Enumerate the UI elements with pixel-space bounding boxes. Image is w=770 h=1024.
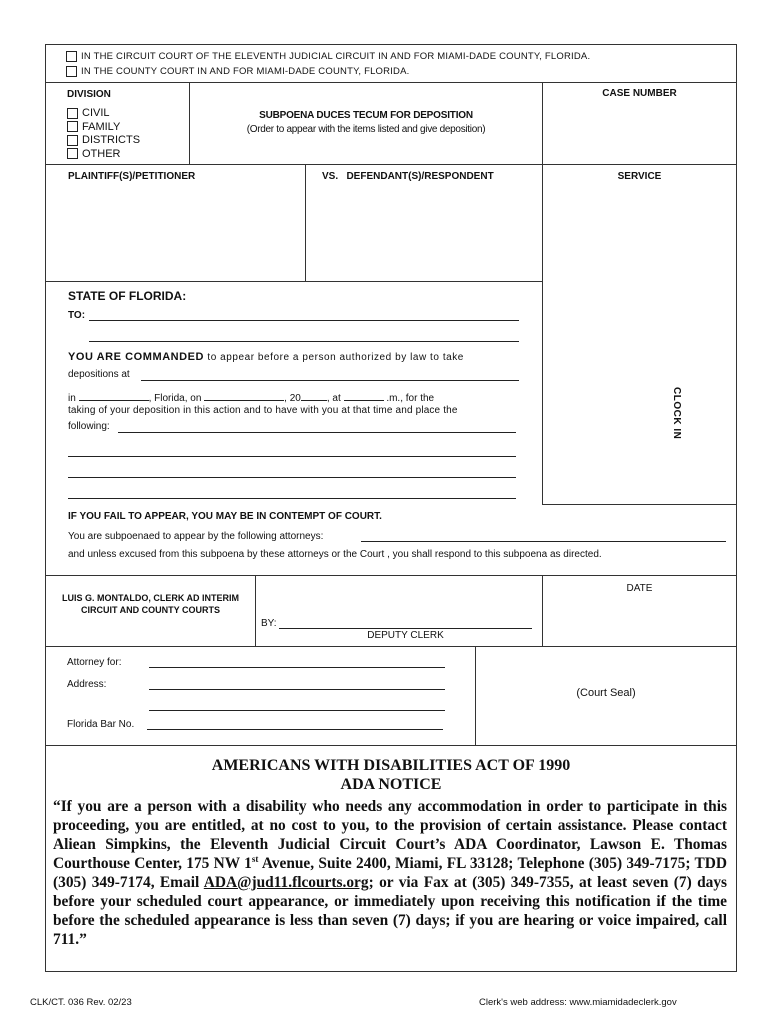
checkbox-other[interactable] <box>67 148 78 159</box>
form-title: SUBPOENA DUCES TECUM FOR DEPOSITION <box>259 110 473 121</box>
divider <box>45 646 736 647</box>
divider <box>45 82 736 83</box>
following-field-2[interactable] <box>68 456 516 457</box>
ada-notice-text: “If you are a person with a disability who needs any accommodation in order to participate in this proceeding, you are entitled, at no cost to you, to the provision of certain assistance. Please contact Aliean Simpkins, the Eleventh Judicial Circuit Court’s ADA Coordinator, Lawson E. Thomas Courthouse Center, 175 NW 1st Avenue, Suite 2400, Miami, FL 33128; Telephone (305) 349-7175; TDD (305) 349-7174, Email ADA@jud11.flcourts.org; or via Fax at (305) 349-7355, at least seven (7) days before your scheduled court appearance, or immediately upon receiving this notification if the time before the scheduled appearance is less than seven (7) days; if you are hearing or voice impaired, call 711.” <box>53 798 728 948</box>
date-field[interactable] <box>204 391 284 401</box>
divider <box>45 164 542 165</box>
following-line: following: <box>68 421 110 432</box>
attorney-for-label: Attorney for: <box>67 657 122 668</box>
form-subtitle: (Order to appear with the items listed and give deposition) <box>246 124 486 135</box>
checkbox-civil[interactable] <box>67 108 78 119</box>
division-districts[interactable]: DISTRICTS <box>67 134 140 148</box>
court-option-circuit[interactable]: IN THE CIRCUIT COURT OF THE ELEVENTH JUDICIAL CIRCUIT IN AND FOR MIAMI-DADE COUNTY, FLORIDA. <box>66 51 590 62</box>
division-options <box>67 107 140 161</box>
attorney-for-field[interactable] <box>149 667 445 668</box>
divider <box>45 575 736 576</box>
contempt-warning: IF YOU FAIL TO APPEAR, YOU MAY BE IN CONTEMPT OF COURT. <box>68 511 382 522</box>
form-number: CLK/CT. 036 Rev. 02/23 <box>30 997 132 1008</box>
clerk-name: LUIS G. MONTALDO, CLERK AD INTERIM <box>62 593 239 603</box>
checkbox-family[interactable] <box>67 121 78 132</box>
division-other[interactable]: OTHER <box>67 148 140 162</box>
attorneys-field[interactable] <box>361 541 726 542</box>
signature-field[interactable] <box>279 628 532 629</box>
depositions-at-field[interactable] <box>141 380 519 381</box>
depositions-line: depositions at <box>68 369 130 380</box>
court-seal-label: (Court Seal) <box>576 687 636 699</box>
subpoenaed-line: You are subpoenaed to appear by the following attorneys: <box>68 531 324 542</box>
divider <box>45 281 542 282</box>
division-family[interactable]: FAMILY <box>67 121 140 135</box>
deputy-clerk-label: DEPUTY CLERK <box>367 630 444 641</box>
address-field-1[interactable] <box>149 689 445 690</box>
division-civil[interactable]: CIVIL <box>67 107 140 121</box>
taking-line: taking of your deposition in this action and to have with you at that time and place the <box>68 405 458 416</box>
divider <box>542 82 543 504</box>
divider <box>305 164 306 281</box>
date-label: DATE <box>626 583 653 594</box>
year-field[interactable] <box>301 391 327 401</box>
checkbox-county[interactable] <box>66 66 77 77</box>
court-option-county[interactable]: IN THE COUNTY COURT IN AND FOR MIAMI-DADE COUNTY, FLORIDA. <box>66 66 409 77</box>
divider <box>45 745 736 746</box>
ada-title: AMERICANS WITH DISABILITIES ACT OF 1990 <box>211 757 571 774</box>
defendant-label: VS. DEFENDANT(S)/RESPONDENT <box>322 171 494 182</box>
division-label: DIVISION <box>67 89 111 100</box>
following-field-4[interactable] <box>68 498 516 499</box>
time-field[interactable] <box>344 391 384 401</box>
following-field-1[interactable] <box>118 432 516 433</box>
city-field[interactable] <box>79 391 149 401</box>
service-label: SERVICE <box>617 171 662 182</box>
to-line-1[interactable] <box>89 320 519 321</box>
checkbox-districts[interactable] <box>67 135 78 146</box>
divider <box>542 164 736 165</box>
unless-line: and unless excused from this subpoena by these attorneys or the Court , you shall respond to this subpoena as directed. <box>68 549 602 560</box>
state-of-florida: STATE OF FLORIDA: <box>68 289 187 303</box>
address-field-2[interactable] <box>149 710 445 711</box>
ada-email-link[interactable]: ADA@jud11.flcourts.org <box>203 874 369 891</box>
by-label: BY: <box>261 618 277 629</box>
clerk-courts: CIRCUIT AND COUNTY COURTS <box>81 605 220 615</box>
divider <box>542 504 736 505</box>
to-line-2[interactable] <box>89 341 519 342</box>
bar-number-field[interactable] <box>147 729 443 730</box>
plaintiff-label: PLAINTIFF(S)/PETITIONER <box>68 171 196 182</box>
ada-subtitle: ADA NOTICE <box>340 776 442 793</box>
checkbox-circuit[interactable] <box>66 51 77 62</box>
clerk-web-address: Clerk's web address: www.miamidadeclerk.gov <box>479 997 677 1008</box>
commanded-line: YOU ARE COMMANDED to appear before a person authorized by law to take <box>68 351 464 363</box>
following-field-3[interactable] <box>68 477 516 478</box>
address-label: Address: <box>67 679 107 690</box>
clock-in-label: CLOCK IN <box>671 387 682 440</box>
case-number-label: CASE NUMBER <box>602 88 677 99</box>
to-label: TO: <box>68 310 86 321</box>
divider <box>189 82 190 164</box>
date-time-line: in , Florida, on , 20 , at .m., for the <box>68 393 435 404</box>
bar-number-label: Florida Bar No. <box>67 719 135 730</box>
divider <box>255 575 256 646</box>
